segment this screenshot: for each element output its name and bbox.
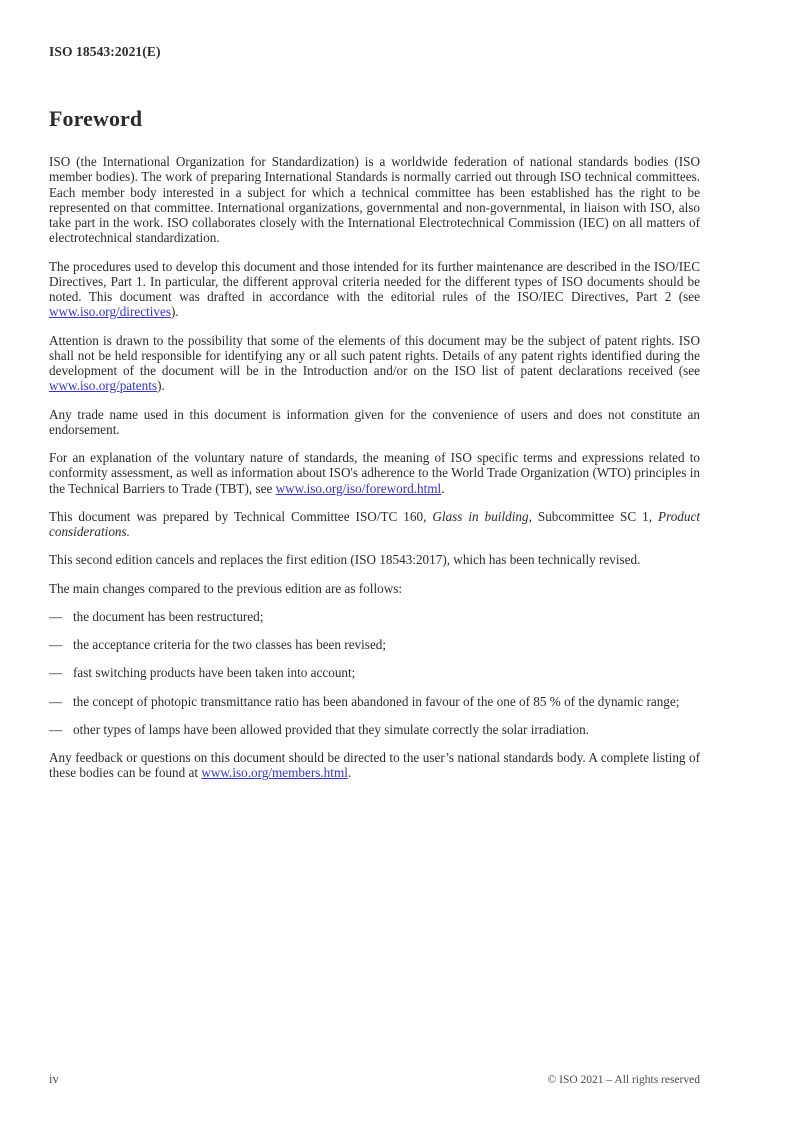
link-iso-members[interactable]: www.iso.org/members.html <box>201 765 348 781</box>
em-dash-bullet-icon: — <box>49 637 63 652</box>
paragraph-voluntary-nature-text-after: . <box>441 480 445 496</box>
list-item <box>49 665 700 680</box>
paragraph-feedback-text-before: Any feedback or questions on this document should be directed to the user’s national standards body. A complete listing of these bodies can be found at <box>49 750 700 781</box>
paragraph-trade-name: Any trade name used in this document is information given for the convenience of users and does not constitute an endorsement. <box>49 406 700 437</box>
document-standard-reference: ISO 18543:2021(E) <box>49 44 161 59</box>
paragraph-second-edition: This second edition cancels and replaces the first edition (ISO 18543:2017), which has been technically revised. <box>49 552 641 568</box>
paragraph-feedback <box>49 750 700 781</box>
paragraph-technical-committee <box>49 509 700 540</box>
committee-title-glass-in-building: Glass in building <box>432 508 529 524</box>
page-title: Foreword <box>49 106 143 131</box>
subcommittee-title-product-considerations: Product considerations. <box>49 508 701 539</box>
paragraph-patent-rights <box>49 333 700 394</box>
page-number: iv <box>49 1072 59 1086</box>
paragraph-procedures-text-after: ). <box>170 304 179 320</box>
paragraph-patent-rights-text-after: ). <box>157 378 165 394</box>
list-item <box>49 609 700 624</box>
list-item <box>49 694 700 709</box>
em-dash-bullet-icon: — <box>49 693 63 709</box>
list-item-label: fast switching products have been taken into account; <box>73 665 356 681</box>
em-dash-bullet-icon: — <box>49 721 63 737</box>
changes-list <box>49 609 700 737</box>
paragraph-main-changes-intro: The main changes compared to the previous edition are as follows: <box>49 580 403 596</box>
paragraph-voluntary-nature <box>49 450 700 496</box>
list-item <box>49 637 700 652</box>
technical-committee-text-before: This document was prepared by Technical Committee ISO/TC 160, <box>49 508 433 524</box>
paragraph-feedback-text-after: . <box>347 765 352 781</box>
em-dash-bullet-icon: — <box>49 608 63 624</box>
page-footer <box>49 1072 700 1088</box>
link-iso-foreword[interactable]: www.iso.org/iso/foreword.html <box>275 480 442 496</box>
paragraph-voluntary-nature-text-before: For an explanation of the voluntary nature of standards, the meaning of ISO specific terms and expressions related to conformity assessment, as well as information about ISO's adherence to the World Trade Organization (WTO) principles in the Technical Barriers to Trade (TBT), see <box>49 450 700 496</box>
foreword-content <box>49 106 700 781</box>
paragraph-procedures <box>49 259 700 320</box>
list-item-label: the document has been restructured; <box>73 608 264 624</box>
list-item <box>49 722 700 737</box>
list-item-label: the concept of photopic transmittance ratio has been abandoned in favour of the one of 85 % of the dynamic range; <box>73 693 680 709</box>
list-item-label: other types of lamps have been allowed provided that they simulate correctly the solar irradiation. <box>73 721 589 737</box>
link-iso-directives[interactable]: www.iso.org/directives <box>49 304 171 320</box>
technical-committee-text-middle: , Subcommittee SC 1, <box>528 508 659 524</box>
em-dash-bullet-icon: — <box>49 665 63 681</box>
copyright-notice: © ISO 2021 – All rights reserved <box>547 1074 700 1086</box>
paragraph-patent-rights-text-before: Attention is drawn to the possibility that some of the elements of this document may be the subject of patent rights. ISO shall not be held responsible for identifying any or all such patent rights. Details of any patent rights identified during the development of the document will be in the Introduction and/or on the ISO list of patent declarations received (see <box>49 332 700 378</box>
link-iso-patents[interactable]: www.iso.org/patents <box>49 378 158 394</box>
paragraph-procedures-text-before: The procedures used to develop this document and those intended for its further maintenance are described in the ISO/IEC Directives, Part 1. In particular, the different approval criteria needed for the different types of ISO documents should be noted. This document was drafted in accordance with the editorial rules of the ISO/IEC Directives, Part 2 (see <box>49 258 700 304</box>
paragraph-iso-description: ISO (the International Organization for Standardization) is a worldwide federation of national standards bodies (ISO member bodies). The work of preparing International Standards is normally carried out through ISO technical committees. Each member body interested in a subject for which a technical committee has been established has the right to be represented on that committee. International organizations, governmental and non-governmental, in liaison with ISO, also take part in the work. ISO collaborates closely with the International Electrotechnical Commission (IEC) on all matters of electrotechnical standardization. <box>49 154 700 246</box>
list-item-label: the acceptance criteria for the two classes has been revised; <box>73 637 387 652</box>
